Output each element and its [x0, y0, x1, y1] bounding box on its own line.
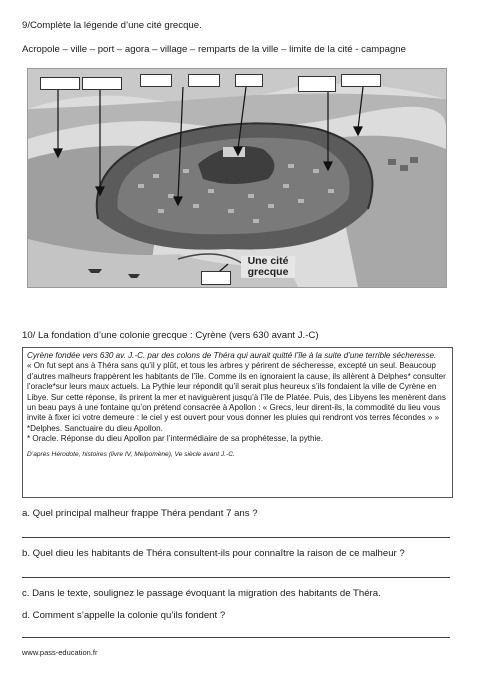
question-a: a. Quel principal malheur frappe Théra pendant 7 ans ?	[22, 508, 258, 519]
question-c: c. Dans le texte, soulignez le passage évoquant la migration des habitants de Théra.	[22, 588, 381, 599]
caption-line-1: Une cité	[247, 255, 289, 267]
figure-caption	[241, 256, 295, 278]
text-body: « On fut sept ans à Théra sans qu’il y plût, et tous les arbres y périrent de sécheresse, excepté un seul. Beaucoup d’autres malheurs frappèrent les habitants de l’île. Comme ils en ignoraient la cause, ils allèrent à Delphes* consulter l’oracle*sur leurs maux actuels. La Pythie leur répondit qu’il serait plus heureux s’ils fondaient la ville de Cyrène en Libye. Sur cette réponse, ils prirent la mer et naviguèrent jusqu’à l’île de Platée. Puis, des Libyens les menèrent dans un beau pays à une fontaine qu’on prétend consacrée à Apollon : « Grecs, leur dirent-ils, la commodité du lieu vous invite à fixer ici votre demeure : le ciel y est ouvert pour vous donner les pluies qui rendront vos terres fécondes » »	[27, 361, 446, 423]
label-box-2[interactable]	[82, 77, 122, 90]
answer-line-b[interactable]	[22, 577, 450, 578]
label-box-7[interactable]	[341, 74, 381, 87]
footer-url[interactable]: www.pass-education.fr	[22, 648, 98, 657]
caption-line-2: grecque	[247, 266, 289, 278]
footnote-delphes: *Delphes. Sanctuaire du dieu Apollon.	[27, 423, 163, 433]
exercise-9-title: 9/Complète la légende d’une cité grecque.	[22, 20, 202, 31]
text-intro: Cyrène fondée vers 630 av. J.-C. par des colons de Théra qui aurait quitté l’île à la suite d’une terrible sécheresse.	[27, 351, 437, 360]
label-box-4[interactable]	[188, 74, 220, 87]
vocabulary-list: Acropole – ville – port – agora – village – remparts de la ville – limite de la cité - campagne	[22, 44, 406, 55]
label-box-6[interactable]	[298, 76, 336, 92]
footnote-oracle: * Oracle. Réponse du dieu Apollon par l’intermédiaire de sa prophétesse, la pythie.	[27, 434, 324, 444]
answer-line-a[interactable]	[22, 537, 450, 538]
label-box-3[interactable]	[140, 74, 172, 87]
question-d: d. Comment s’appelle la colonie qu’ils fondent ?	[22, 610, 226, 621]
exercise-10-title: 10/ La fondation d’une colonie grecque : Cyrène (vers 630 avant J.-C)	[22, 330, 319, 341]
label-box-8[interactable]	[201, 271, 231, 285]
greek-city-illustration	[27, 68, 447, 288]
answer-line-d[interactable]	[22, 637, 450, 638]
question-b: b. Quel dieu les habitants de Théra consultent-ils pour connaître la raison de ce malheur ?	[22, 548, 405, 559]
label-box-1[interactable]	[40, 77, 80, 90]
source-text-box	[22, 347, 453, 498]
label-box-5[interactable]	[235, 74, 263, 87]
city-drawing	[28, 69, 446, 287]
text-source: D’après Hérodote, histoires (livre IV, Melpomène), Ve siècle avant J.-C.	[27, 450, 235, 458]
